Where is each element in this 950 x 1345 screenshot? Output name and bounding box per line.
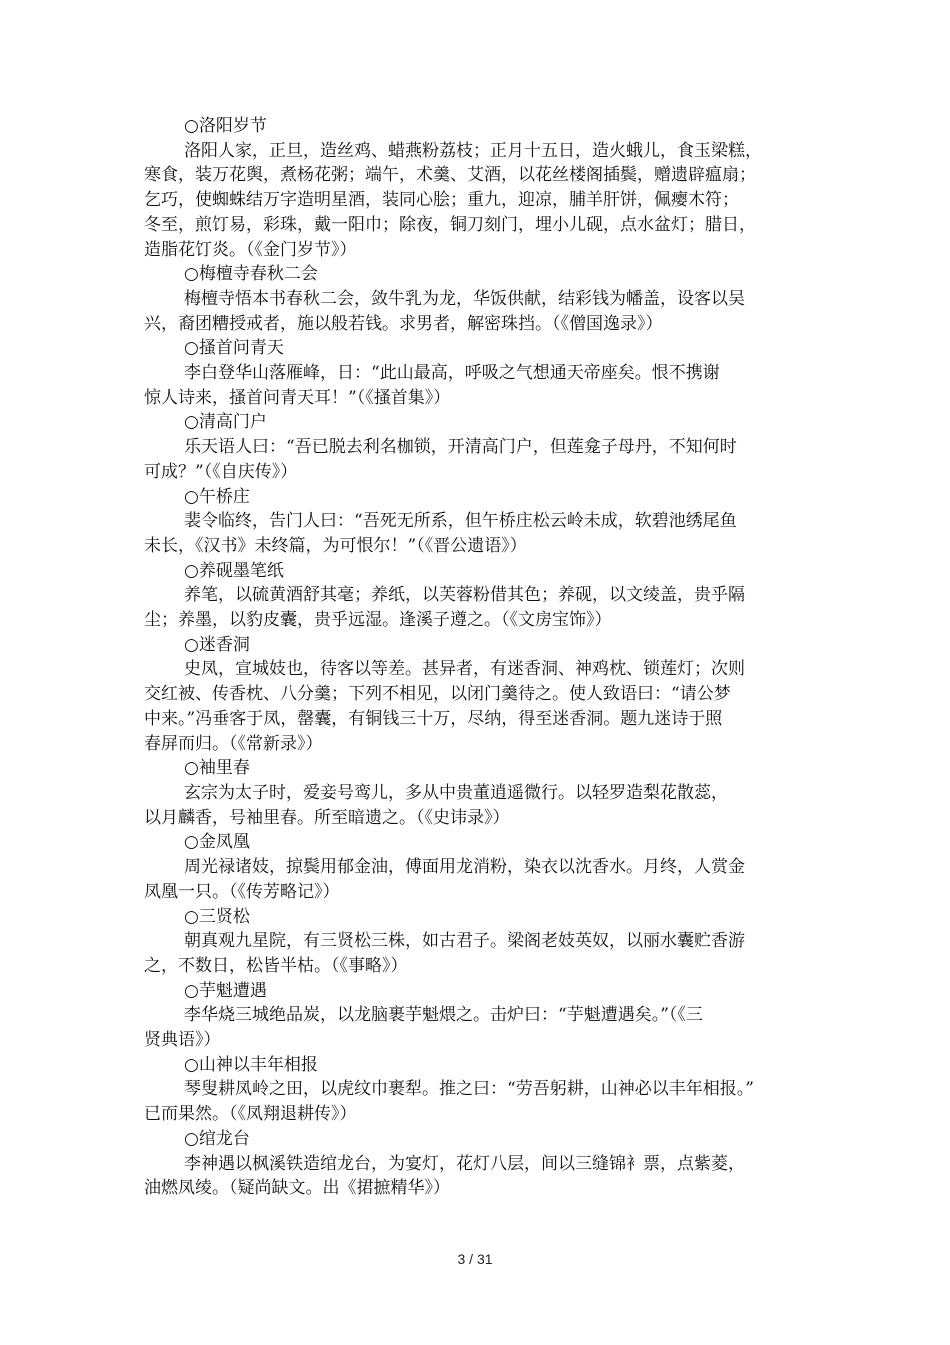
entry-title: ○梅檀寺春秋二会 xyxy=(184,264,318,285)
entry-text-line: 凤凰一只。（《传芳略记》） xyxy=(144,881,340,902)
entry-text-line: 未长，《汉书》未终篇，为可恨尔！”（《晋公遗语》） xyxy=(144,535,527,556)
entry xyxy=(144,410,824,484)
entry xyxy=(144,633,824,757)
entry-text-line: 惊人诗来，搔首问青天耳！”（《搔首集》） xyxy=(144,387,451,408)
entry xyxy=(144,830,824,904)
entry-title: ○三贤松 xyxy=(184,906,250,927)
entry-title: ○午桥庄 xyxy=(184,486,250,507)
entry-title: ○养砚墨笔纸 xyxy=(184,560,284,581)
entry-text-line: 洛阳人家，正旦，造丝鸡、蜡燕粉荔枝；正月十五日，造火蛾儿，食玉梁糕， xyxy=(184,140,762,161)
entry-title: ○绾龙台 xyxy=(184,1128,250,1149)
entry xyxy=(144,905,824,979)
entry xyxy=(144,559,824,633)
entry-title: ○洛阳岁节 xyxy=(184,116,267,136)
entry-text-line: 已而果然。（《凤翔退耕传》） xyxy=(144,1104,357,1125)
entry xyxy=(144,336,824,410)
entry-text-line: 贤典语》） xyxy=(144,1030,221,1051)
entry xyxy=(144,114,824,262)
entry-text-line: 乐天语人曰：“吾已脱去利名枷锁，开清高门户，但莲龛子母丹，不知何时 xyxy=(184,437,737,458)
entry-text-line: 造脂花饤炎。（《金门岁节》） xyxy=(144,239,357,260)
entry xyxy=(144,1053,824,1127)
entry-text-line: 寒食，装万花舆，煮杨花粥；端午，术羹、艾酒，以花丝楼阁插鬓，赠遗辟瘟扇； xyxy=(144,165,756,186)
entry-text-line: 梅檀寺悟本书春秋二会，敛牛乳为龙，华饭供献，结彩钱为幡盖，设客以吴 xyxy=(184,288,745,309)
entry-title: ○清高门户 xyxy=(184,412,267,433)
entry-text-line: 冬至，煎饤易，彩珠，戴一阳巾；除夜，铜刀刻门，埋小儿砚，点水盆灯；腊日， xyxy=(144,214,756,235)
entry-text-line: 中来。”冯垂客于凤，罄囊，有铜钱三十万，尽纳，得至迷香洞。题九迷诗于照 xyxy=(144,708,723,729)
entry-text-line: 交红被、传香枕、八分羹；下列不相见，以闭门羹待之。使人致语曰：“请公梦 xyxy=(144,684,731,705)
entry-text-line: 周光禄诸妓，掠鬓用郁金油，傅面用龙消粉，染衣以沈香水。月终，人赏金 xyxy=(184,857,745,878)
entry-text-line: 兴，裔团糟授戒者，施以般若钱。求男者，解密珠挡。（《僧国逸录》） xyxy=(144,313,663,334)
entry-title: ○芋魁遭遇 xyxy=(184,980,267,1001)
entry-text-line: 油燃凤绫。（疑尚缺文。出《捃摭精华》） xyxy=(144,1178,450,1199)
entry xyxy=(144,1127,824,1201)
entry-title: ○山神以丰年相报 xyxy=(184,1054,318,1075)
entry-text-line: 朝真观九星院，有三贤松三株，如古君子。梁阁老妓英奴，以丽水囊贮香游 xyxy=(184,931,745,952)
document-body xyxy=(144,114,824,1201)
entry-title: ○金凤凰 xyxy=(184,832,250,853)
entry xyxy=(144,262,824,336)
entry xyxy=(144,756,824,830)
entry-text-line: 裴令临终，告门人曰：“吾死无所系，但午桥庄松云岭未成，软碧池绣尾鱼 xyxy=(184,511,737,532)
entry-title: ○袖里春 xyxy=(184,758,250,779)
page-number: 3 / 31 xyxy=(457,1251,493,1267)
entry-text-line: 史凤，宣城妓也，待客以等差。甚异者，有迷香洞、神鸡枕、锁莲灯；次则 xyxy=(184,659,745,680)
entry-text-line: 尘；养墨，以豹皮囊，贵乎远湿。逢溪子遵之。（《文房宝饰》） xyxy=(144,610,612,631)
entry-text-line: 李华烧三城绝品炭，以龙脑裹芋魁煨之。击炉曰：“芋魁遭遇矣。”（《三 xyxy=(184,1005,703,1026)
entry-text-line: 琴叟耕凤岭之田，以虎纹巾裹犁。推之曰：“劳吾躬耕，山神必以丰年相报。” xyxy=(184,1079,754,1100)
entry-text-line: 可成？”（《自庆传》） xyxy=(144,461,298,482)
entry-text-line: 养笔，以硫黄酒舒其毫；养纸，以芙蓉粉借其色；养砚，以文绫盖，贵乎隔 xyxy=(184,585,745,606)
entry-text-line: 以月麟香，号袖里春。所至暗遗之。（《史讳录》） xyxy=(144,807,510,828)
entry-text-line: 李白登华山落雁峰，日：“此山最高，呼吸之气想通天帝座矣。恨不携谢 xyxy=(184,363,720,384)
entry xyxy=(144,979,824,1053)
entry-title: ○迷香洞 xyxy=(184,634,250,655)
entry-text-line: 李神遇以枫溪铁造绾龙台，为宴灯，花灯八层，间以三缝锦衤票，点紫菱， xyxy=(184,1153,745,1174)
entry-text-line: 乞巧，使蜘蛛结万字造明星酒，装同心脍；重九，迎凉，脯羊肝饼，佩瘿木符； xyxy=(144,190,739,211)
entry-text-line: 玄宗为太子时，爱妾号鸾儿，多从中贵董逍遥微行。以轻罗造梨花散蕊， xyxy=(184,782,728,803)
entry-text-line: 春屏而归。（《常新录》） xyxy=(144,733,323,754)
entry xyxy=(144,485,824,559)
entry-title: ○搔首问青天 xyxy=(184,338,284,359)
entry-text-line: 之，不数日，松皆半枯。（《事略》） xyxy=(144,955,408,976)
